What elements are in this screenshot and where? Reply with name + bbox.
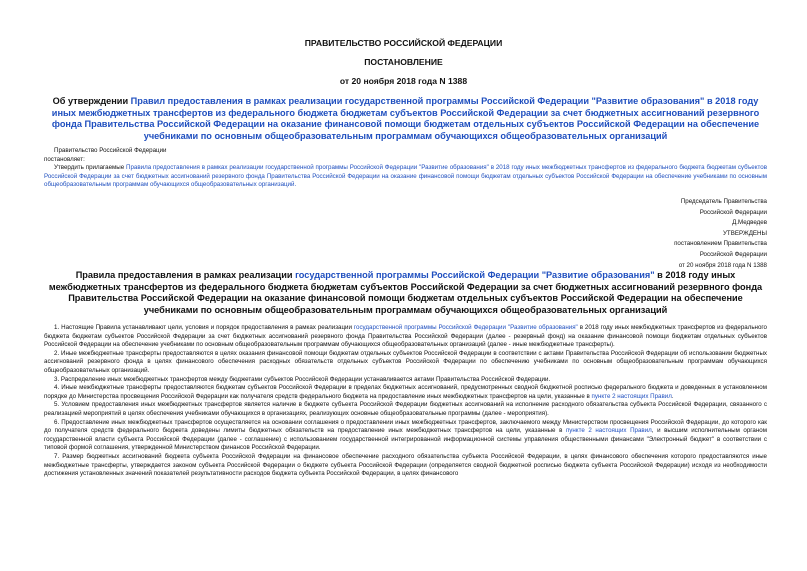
p4-text-b: . xyxy=(671,392,674,400)
document-title xyxy=(44,96,767,142)
approved-line-1: УТВЕРЖДЕНЫ xyxy=(723,229,767,237)
rules-title-program-link[interactable]: государственной программы Российской Федерации "Развитие образования" xyxy=(295,270,655,280)
approve-rules-link[interactable]: Правила предоставления в рамках реализации государственной программы Российской Федерации "Развитие образования" в 2018 году иных межбюджетных трансфертов из федерального бюджета бюджетам субъектов Российской Федерации за счет бюджетных ассигнований резервного фонда Правительства Российской Федерации на оказание финансовой помощи бюджетам отдельных субъектов Российской Федерации на обеспечение учебниками по основным общеобразовательным программам обучающихся общеобразовательных организаций. xyxy=(44,164,768,189)
paragraph-7: 7. Размер бюджетных ассигнований бюджета субъекта Российской Федерации на финансовое обеспечение расходного обязательства субъекта Российской Федерации, в целях финансового обеспечения которого предоставляются иные межбюджетные трансферты, утверждается законом субъекта Российской Федерации о бюджете субъекта Российской Федерации (определяется сводной бюджетной росписью бюджета субъекта Российской Федерации) исходя из необходимости достижения установленных значений показателей результативности расходов бюджета субъекта Российской Федерации, в целях финансового xyxy=(44,452,767,478)
rules-body xyxy=(44,324,767,479)
paragraph-5: 5. Условием предоставления иных межбюджетных трансфертов является наличие в бюджете субъекта Российской Федерации бюджетных ассигнований на исполнение расходного обязательства субъекта Российской Федерации, связанного с реализацией мероприятий в целях обеспечения учебниками обучающихся в организациях, реализующих основные общеобразовательные программы (далее - мероприятия). xyxy=(44,401,767,417)
preamble-line-2: постановляет: xyxy=(44,155,85,163)
rules-title-suffix: в 2018 году иных межбюджетных трансфертов из федерального бюджета бюджетам субъектов Российской Федерации за счет бюджетных ассигнований резервного фонда Правительства Российской Федерации на оказание финансовой помощи бюджетам отдельных субъектов Российской Федерации на обеспечение учебниками по основным общеобразовательным программам обучающихся общеобразовательных организаций xyxy=(48,270,763,316)
preamble-line-1: Правительство Российской Федерации xyxy=(54,147,167,154)
approved-line-2: постановлением Правительства xyxy=(674,240,767,248)
signature-line-3: Д.Медведев xyxy=(732,219,767,227)
p1-text-b: в 2018 году иных межбюджетных трансфертов из федерального бюджета бюджетам субъектов Российской Федерации за счет бюджетных ассигнований резервного фонда Правительства Российской Федерации (далее - резервный фонд) на оказание финансовой помощи бюджетам отдельных субъектов Российской Федерации на обеспечение учебниками по основным общеобразовательным программам обучающихся общеобразовательных организаций (далее - иные межбюджетные трансферты). xyxy=(44,324,767,349)
p6-text-a: 6. Предоставление иных межбюджетных трансфертов осуществляется на основании соглашения о предоставлении иных межбюджетных трансфертов, заключаемого между Министерством просвещения Российской Федерации, до которого как до получателя средств федерального бюджета доведены лимиты бюджетных обязательств на предоставление иных межбюджетных трансфертов на цели, указанные в xyxy=(44,418,767,435)
p1-text-a: 1. Настоящие Правила устанавливают цели, условия и порядок предоставления в рамках реализации xyxy=(54,324,354,331)
document-date: от 20 ноября 2018 года N 1388 xyxy=(339,76,468,86)
paragraph-6 xyxy=(44,419,767,453)
government-header: ПРАВИТЕЛЬСТВО РОССИЙСКОЙ ФЕДЕРАЦИИ xyxy=(304,38,503,48)
p6-clause-link[interactable]: пункте 2 настоящих Правил xyxy=(565,427,652,435)
rules-title xyxy=(44,270,767,317)
title-prefix: Об утверждении xyxy=(52,96,131,106)
paragraph-4 xyxy=(44,384,767,401)
paragraph-2: 2. Иные межбюджетные трансферты предоставляются в целях оказания финансовой помощи бюджетам отдельных субъектов Российской Федерации в соответствии с актами Правительства Российской Федерации об использовании бюджетных ассигнований резервного фонда в целях финансового обеспечения расходных обязательств отдельных субъектов Российской Федерации по обеспечению учебниками по основным общеобразовательным программам обучающихся общеобразовательных организаций. xyxy=(44,349,767,374)
p6-text-b: , и высшим исполнительным органом государственной власти субъекта Российской Федерации (далее - соглашение) с использованием государственной интегрированной информационной системы управления общественными финансами "Электронный бюджет" в соответствии с типовой формой соглашения, утвержденной Министерством финансов Российской Федерации. xyxy=(44,427,767,452)
p1-program-link[interactable]: государственной программы Российской Федерации "Развитие образования" xyxy=(353,324,578,331)
signature-line-2: Российской Федерации xyxy=(699,208,767,216)
paragraph-3: 3. Распределение иных межбюджетных трансфертов между бюджетами субъектов Российской Федерации устанавливается актами Правительства Российской Федерации. xyxy=(54,375,551,383)
approved-line-3: Российской Федерации xyxy=(699,250,767,258)
document-type: ПОСТАНОВЛЕНИЕ xyxy=(364,57,443,67)
rules-title-prefix: Правила предоставления в рамках реализации xyxy=(75,270,296,280)
approved-line-4: от 20 ноября 2018 года N 1388 xyxy=(678,261,767,269)
signature-line-1: Председатель Правительства xyxy=(680,198,767,205)
p4-clause-link[interactable]: пункте 2 настоящих Правил xyxy=(591,392,672,400)
signature-block xyxy=(674,197,767,271)
preamble xyxy=(44,147,767,190)
approve-paragraph xyxy=(44,164,767,190)
title-rules-link[interactable]: Правил предоставления в рамках реализации государственной программы Российской Федерации "Развитие образования" в 2018 году иных межбюджетных трансфертов из федерального бюджета бюджетам субъектов Российской Федерации за счет бюджетных ассигнований резервного фонда Правительства Российской Федерации на оказание финансовой помощи бюджетам отдельных субъектов Российской Федерации на обеспечение учебниками по основным общеобразовательным программам обучающихся общеобразовательных организаций xyxy=(51,96,760,141)
p4-text-a: 4. Иные межбюджетные трансферты предоставляются бюджетам субъектов Российской Федерации в пределах бюджетных ассигнований, предусмотренных сводной бюджетной росписью федерального бюджета и доведенных в установленном порядке до Министерства просвещения Российской Федерации как получателя средств федерального бюджета на предоставление иных межбюджетных трансфертов на цели, указанные в xyxy=(44,384,767,400)
paragraph-1 xyxy=(44,324,767,350)
approve-prefix: Утвердить прилагаемые xyxy=(54,164,127,172)
